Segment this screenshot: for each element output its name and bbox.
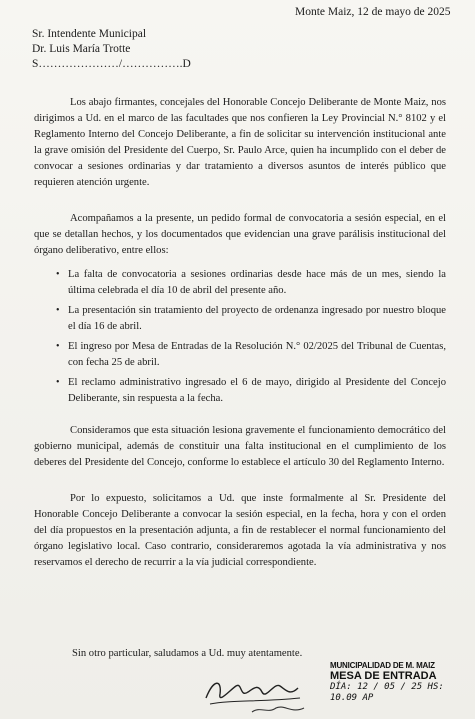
date-line: Monte Maiz, 12 de mayo de 2025: [295, 6, 451, 18]
list-item: • El reclamo administrativo ingresado el 6 de mayo, dirigido al Presidente del Concejo Deliberante, sin respuesta a la fecha.: [56, 375, 446, 407]
reception-stamp: [330, 660, 470, 704]
list-item: • La presentación sin tratamiento del proyecto de ordenanza ingresado por nuestro bloque el día 16 de abril.: [56, 303, 446, 335]
stamp-municipality: MUNICIPALIDAD DE M. MAIZ: [330, 661, 435, 670]
stamp-date-time: DÍA: 12 / 05 / 25 HS: 10.09 AP: [330, 682, 444, 703]
addressee-title: Sr. Intendente Municipal: [32, 28, 147, 40]
letter-body: [34, 95, 446, 591]
list-item: • El ingreso por Mesa de Entradas de la Resolución N.° 02/2025 del Tribunal de Cuentas, con fecha 25 de abril.: [56, 339, 446, 371]
closing-line: Sin otro particular, saludamos a Ud. muy atentamente.: [72, 648, 303, 659]
addressee-salutation: S…………………/…………….D: [32, 58, 191, 70]
stamp-office: MESA DE ENTRADA: [330, 670, 437, 682]
paragraph-consideration: Consideramos que esta situación lesiona gravemente el funcionamiento democrático del gobierno municipal, además de constituir una falta institucional en el cumplimiento de los deberes del Presidente del Concejo, conforme lo establece el artículo 30 del Reglamento Interno.: [34, 425, 446, 468]
facts-list: [56, 267, 446, 407]
list-item: • La falta de convocatoria a sesiones ordinarias desde hace más de un mes, siendo la última celebrada el día 10 de abril del presente año.: [56, 267, 446, 299]
addressee-block: [32, 27, 191, 72]
signature-scribble: [200, 668, 320, 718]
paragraph-request: Por lo expuesto, solicitamos a Ud. que inste formalmente al Sr. Presidente del Honorable Concejo Deliberante a convocar la sesión especial, en la fecha, hora y con el orden del día propuestos en la presentación adjunta, a fin de restablecer el normal funcionamiento del órgano legislativo local. Caso contrario, consideraremos agotada la vía administrativa y nos reservamos el derecho de recurrir a la vía judicial correspondiente.: [34, 493, 446, 568]
paragraph-attachment: Acompañamos a la presente, un pedido formal de convocatoria a sesión especial, en el que se detallan hechos, y los documentados que evidencian una grave parálisis institucional del órgano deliberativo, entre ellos:: [34, 213, 446, 256]
addressee-name: Dr. Luis María Trotte: [32, 43, 131, 55]
paragraph-intro: Los abajo firmantes, concejales del Honorable Concejo Deliberante de Monte Maiz, nos dirigimos a Ud. en el marco de las facultades que nos confieren la Ley Provincial N.° 8102 y el Reglamento Interno del Concejo Deliberante, a fin de solicitar su intervención institucional ante la grave omisión del Presidente del Cuerpo, Sr. Paulo Arce, quien ha incumplido con el deber de convocar a sesiones ordinarias y dar tratamiento a diversos asuntos de interés público que requieren atención urgente.: [34, 97, 446, 188]
